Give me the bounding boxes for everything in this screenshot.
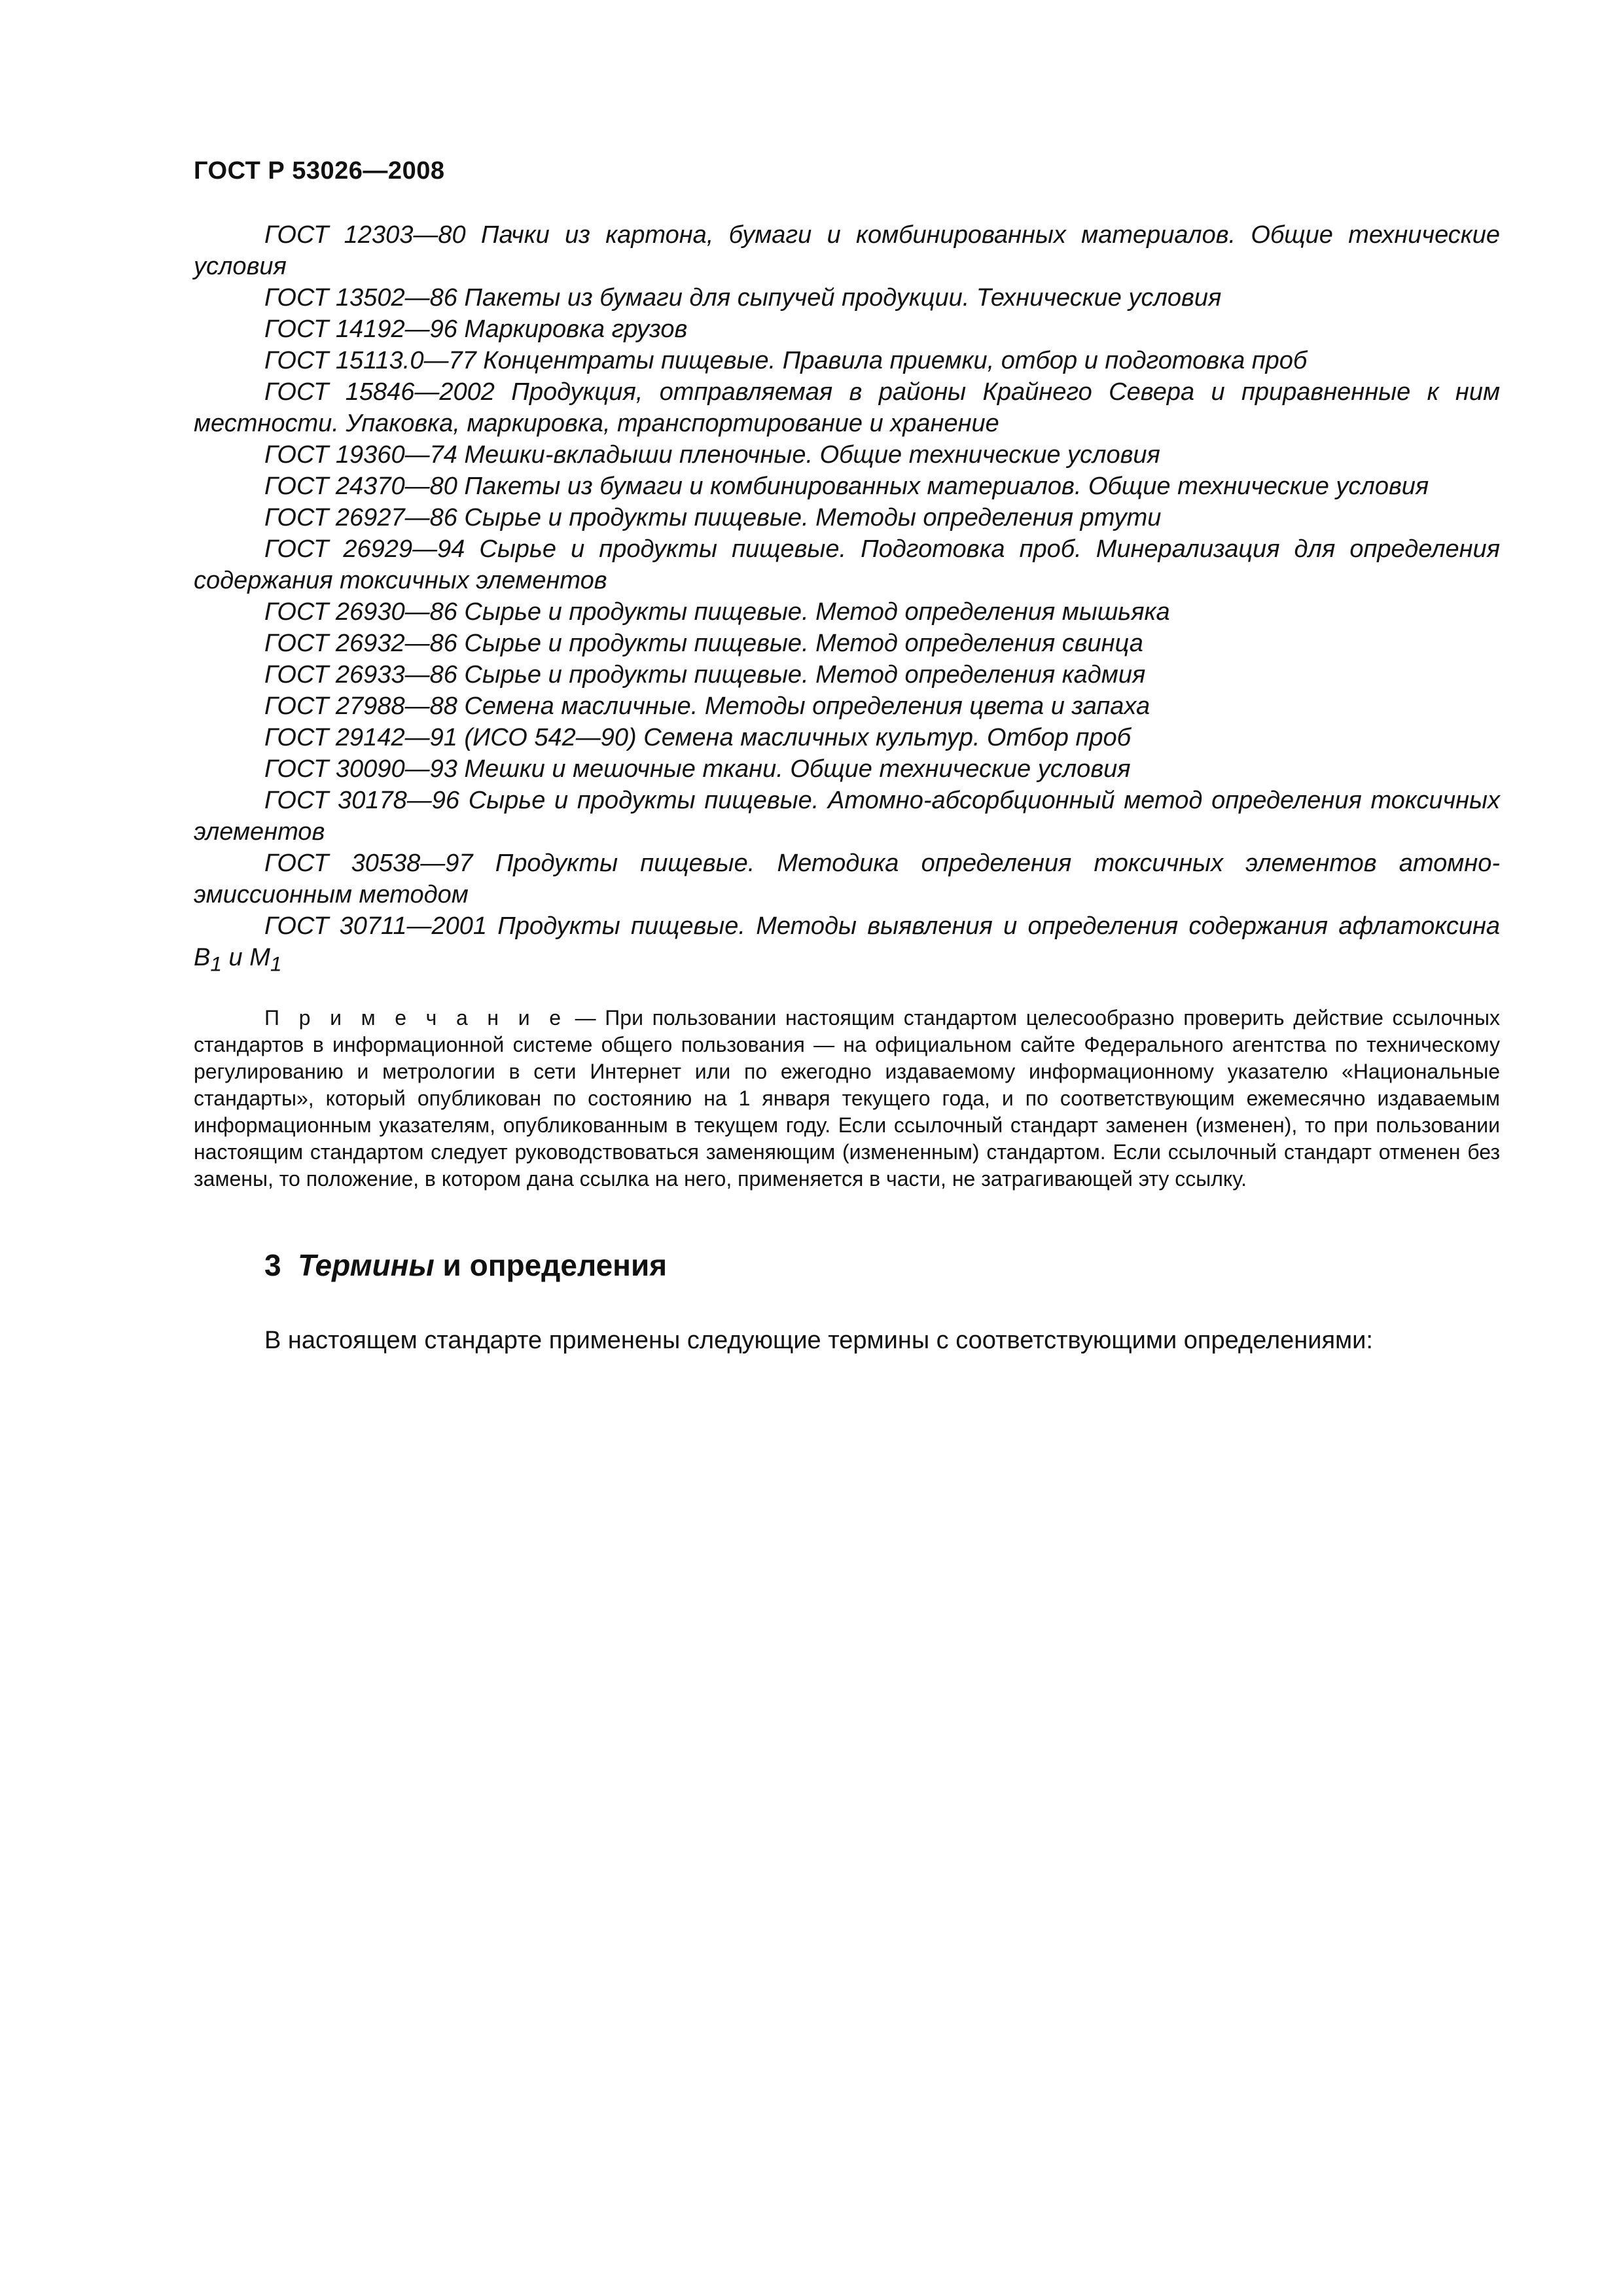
reference-item: ГОСТ 26929—94 Сырье и продукты пищевые. Подготовка проб. Минерализация для определения содержания токсичных элементов bbox=[194, 535, 1500, 594]
document-page bbox=[194, 157, 1500, 1356]
reference-item: ГОСТ 15113.0—77 Концентраты пищевые. Правила приемки, отбор и подготовка проб bbox=[264, 347, 1308, 374]
reference-item: ГОСТ 30538—97 Продукты пищевые. Методика определения токсичных элементов атомно-эмиссионным методом bbox=[194, 850, 1500, 908]
section-3 bbox=[194, 1325, 1500, 1356]
reference-item: ГОСТ 26933—86 Сырье и продукты пищевые. Метод определения кадмия bbox=[264, 661, 1146, 689]
reference-item: ГОСТ 27988—88 Семена масличные. Методы определения цвета и запаха bbox=[264, 692, 1150, 720]
section-title-italic: Термины bbox=[298, 1247, 435, 1282]
section-3-heading bbox=[264, 1247, 1500, 1283]
reference-item: ГОСТ 26932—86 Сырье и продукты пищевые. Метод определения свинца bbox=[264, 630, 1143, 657]
note bbox=[194, 1005, 1500, 1193]
reference-item: ГОСТ 26930—86 Сырье и продукты пищевые. Метод определения мышьяка bbox=[264, 598, 1170, 626]
section-title: и определения bbox=[434, 1247, 668, 1282]
reference-item: ГОСТ 30178—96 Сырье и продукты пищевые. Атомно-абсорбционный метод определения токсичных элементов bbox=[194, 787, 1500, 846]
reference-item: ГОСТ 15846—2002 Продукция, отправляемая в районы Крайнего Севера и приравненные к ним местности. Упаковка, маркировка, транспортирование и хранение bbox=[194, 378, 1500, 437]
document-header: ГОСТ Р 53026—2008 bbox=[194, 157, 445, 185]
subscript: 1 bbox=[210, 952, 222, 976]
section-number: 3 bbox=[264, 1247, 281, 1282]
reference-item: ГОСТ 30090—93 Мешки и мешочные ткани. Общие технические условия bbox=[264, 755, 1131, 783]
reference-item: ГОСТ 24370—80 Пакеты из бумаги и комбинированных материалов. Общие технические условия bbox=[264, 473, 1429, 500]
normative-references bbox=[194, 219, 1500, 980]
reference-item: ГОСТ 14192—96 Маркировка грузов bbox=[264, 315, 688, 343]
reference-item: ГОСТ 13502—86 Пакеты из бумаги для сыпучей продукции. Технические условия bbox=[264, 284, 1222, 312]
reference-item: ГОСТ 26927—86 Сырье и продукты пищевые. Методы определения ртути bbox=[264, 504, 1162, 531]
note-text: — При пользовании настоящим стандартом целесообразно проверить действие ссылочных стандартов в информационной системе общего пользования — на официальном сайте Федерального агентства по техническому регулированию и метрологии в сети Интернет или по ежегодно издаваемому информационному указателю «Национальные стандарты», который опубликован по состоянию на 1 января текущего года, и по соответствующим ежемесячно издаваемым информационным указателям, опубликованным в текущем году. Если ссылочный стандарт заменен (изменен), то при пользовании настоящим стандартом следует руководствоваться заменяющим (измененным) стандартом. Если ссылочный стандарт отменен без замены, то положение, в котором дана ссылка на него, применяется в части, не затрагивающей эту ссылку. bbox=[194, 1005, 1500, 1191]
reference-item: ГОСТ 12303—80 Пачки из картона, бумаги и комбинированных материалов. Общие технические условия bbox=[194, 221, 1500, 280]
note-label: П р и м е ч а н и е bbox=[264, 1005, 567, 1030]
section-intro: В настоящем стандарте применены следующие термины с соответствующими определениями: bbox=[264, 1326, 1373, 1354]
subscript: 1 bbox=[270, 952, 282, 976]
reference-item: ГОСТ 29142—91 (ИСО 542—90) Семена масличных культур. Отбор проб bbox=[264, 724, 1132, 751]
reference-item: ГОСТ 19360—74 Мешки-вкладыши пленочные. Общие технические условия bbox=[264, 441, 1160, 469]
reference-text: ГОСТ 30711—2001 Продукты пищевые. Методы выявления и определения содержания афлатоксина B bbox=[194, 912, 1500, 971]
reference-item bbox=[194, 910, 1500, 980]
reference-text: и M bbox=[221, 944, 270, 971]
